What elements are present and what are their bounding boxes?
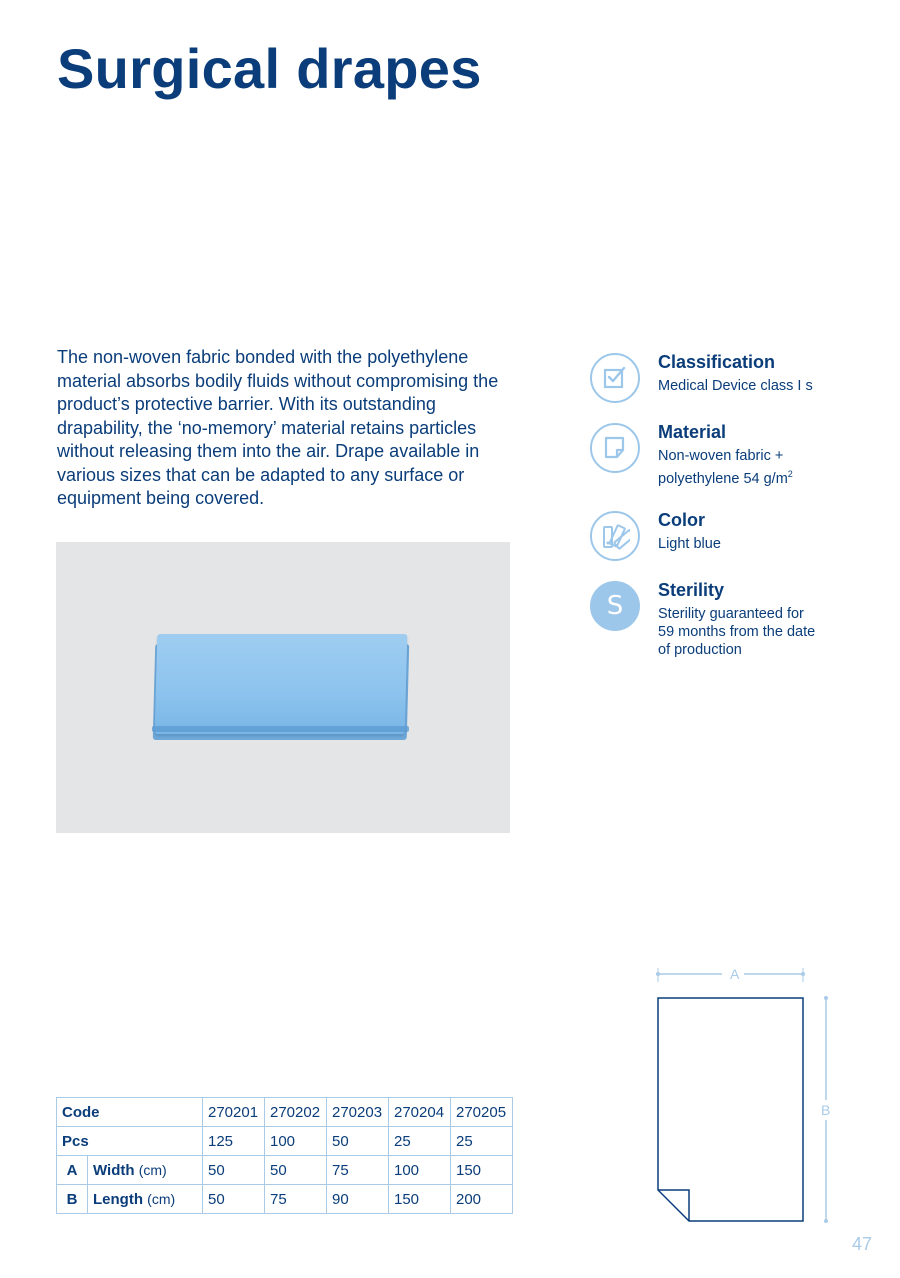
unit-text: (cm) [147,1190,176,1207]
drape-dimension-diagram [650,960,840,1230]
folded-drape [155,634,408,734]
spec-classification [590,352,870,412]
table-row-length [57,1185,513,1214]
color-swatch-icon [590,511,640,561]
table-cell: 150 [451,1156,513,1185]
code-label: Code [57,1098,203,1127]
length-label [88,1185,203,1214]
table-cell: 270203 [327,1098,389,1127]
product-description: The non-woven fabric bonded with the polyethylene material absorbs bodily fluids without compromising the product’s protective barrier. With its outstanding drapability, the ‘no-memory’ material retains particles without releasing them into the air. Drape available in various sizes that can be adapted to any surface or equipment being covered. [57,347,499,508]
table-cell: 200 [451,1185,513,1214]
spec-value: Sterility guaranteed for 59 months from the date of production [658,606,816,658]
unit-text: (cm) [138,1161,167,1178]
table-cell: 270201 [203,1098,265,1127]
page-title: Surgical drapes [57,37,482,100]
table-cell: 25 [389,1127,451,1156]
width-label [88,1156,203,1185]
dimension-a-label: A [730,966,740,982]
drape-outline [658,998,803,1221]
table-cell: 100 [389,1156,451,1185]
table-cell: 50 [265,1156,327,1185]
table-cell: 25 [451,1127,513,1156]
dimension-letter: B [57,1185,88,1214]
product-size-table [56,1097,513,1214]
spec-title: Material [658,422,727,442]
sterility-s-icon [590,581,640,631]
spec-color [590,510,870,570]
product-photo [56,542,510,833]
table-cell: 50 [203,1156,265,1185]
dimension-b-label: B [821,1102,831,1118]
sterility-badge-letter: S [606,591,624,621]
table-cell: 50 [327,1127,389,1156]
spec-title: Sterility [658,580,725,600]
page-number: 47 [852,1234,873,1254]
dimension-letter: A [57,1156,88,1185]
table-cell: 270205 [451,1098,513,1127]
spec-material [590,422,870,500]
table-row-code [57,1098,513,1127]
spec-sterility [590,580,870,658]
spec-list [590,346,870,668]
spec-value [658,447,870,488]
checkbox-icon [590,353,640,403]
label-text: Width [93,1161,135,1179]
spec-value: Medical Device class I s [658,378,813,394]
table-cell: 150 [389,1185,451,1214]
table-cell: 270204 [389,1098,451,1127]
table-cell: 100 [265,1127,327,1156]
table-cell: 125 [203,1127,265,1156]
spec-value: Light blue [658,536,721,552]
table-cell: 90 [327,1185,389,1214]
table-cell: 75 [327,1156,389,1185]
spec-value-text: Non-woven fabric + polyethylene 54 g/m [658,448,788,487]
pcs-label: Pcs [57,1127,203,1156]
table-cell: 75 [265,1185,327,1214]
table-cell: 270202 [265,1098,327,1127]
fabric-sheet-icon [590,423,640,473]
label-text: Length [93,1190,143,1208]
drape-edge [152,726,409,732]
spec-title: Color [658,510,705,530]
spec-title: Classification [658,352,776,372]
superscript: 2 [787,469,793,479]
table-row-pcs [57,1127,513,1156]
table-cell: 50 [203,1185,265,1214]
table-row-width [57,1156,513,1185]
